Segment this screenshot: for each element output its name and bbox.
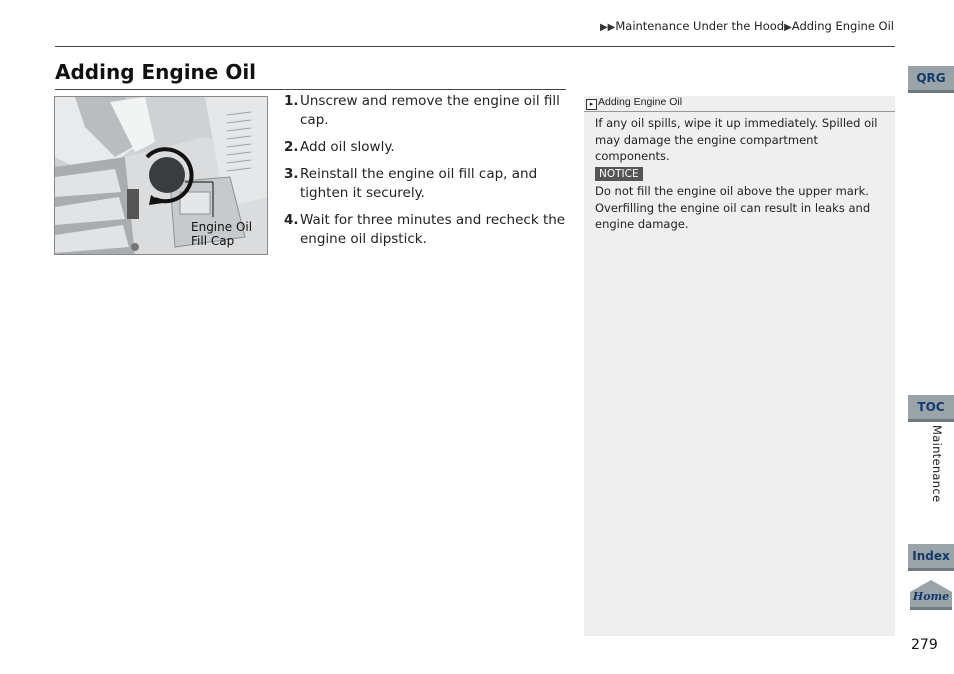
side-note-panel <box>584 96 895 636</box>
qrg-tab[interactable]: QRG <box>908 66 954 90</box>
notice-badge: NOTICE <box>595 167 643 181</box>
page-number: 279 <box>911 637 938 653</box>
step-text: Unscrew and remove the engine oil fill cap. <box>300 93 560 128</box>
home-icon <box>908 580 954 610</box>
home-button[interactable] <box>908 580 954 610</box>
step-number: 2. <box>284 139 299 155</box>
side-note-heading <box>584 96 895 112</box>
toc-tab[interactable]: TOC <box>908 395 954 419</box>
engine-oil-fill-cap-callout <box>191 220 252 248</box>
callout-line2: Fill Cap <box>191 234 235 248</box>
step-text: Reinstall the engine oil fill cap, and tighten it securely. <box>300 166 538 201</box>
breadcrumb-current: Adding Engine Oil <box>791 19 894 33</box>
step-1 <box>284 92 569 130</box>
reference-mark-icon: ▸ <box>586 99 597 110</box>
step-3 <box>284 165 569 203</box>
breadcrumb-separator: ▶ <box>784 22 792 33</box>
callout-line1: Engine Oil <box>191 220 253 234</box>
side-note-title: Adding Engine Oil <box>598 96 683 108</box>
breadcrumb-section-link[interactable]: Maintenance Under the Hood <box>615 19 785 33</box>
index-tab[interactable]: Index <box>908 544 954 568</box>
step-number: 1. <box>284 93 299 109</box>
header-divider <box>55 46 895 47</box>
oil-spill-note: If any oil spills, wipe it up immediately. Spilled oil may damage the engine compartment components. <box>595 116 878 163</box>
procedure-steps <box>284 92 569 257</box>
breadcrumb-arrows: ▶▶ <box>599 22 616 33</box>
section-label: Maintenance <box>930 425 944 503</box>
step-number: 3. <box>284 166 299 182</box>
title-divider <box>55 89 566 90</box>
breadcrumb <box>600 19 894 33</box>
step-2 <box>284 138 569 157</box>
home-label: Home <box>912 590 950 603</box>
page-title: Adding Engine Oil <box>55 60 257 84</box>
step-text: Add oil slowly. <box>300 139 395 155</box>
step-4 <box>284 211 569 249</box>
step-number: 4. <box>284 212 299 228</box>
step-text: Wait for three minutes and recheck the engine oil dipstick. <box>300 212 566 247</box>
notice-text: Do not fill the engine oil above the upper mark. Overfilling the engine oil can result in leaks and engine damage. <box>595 184 871 231</box>
